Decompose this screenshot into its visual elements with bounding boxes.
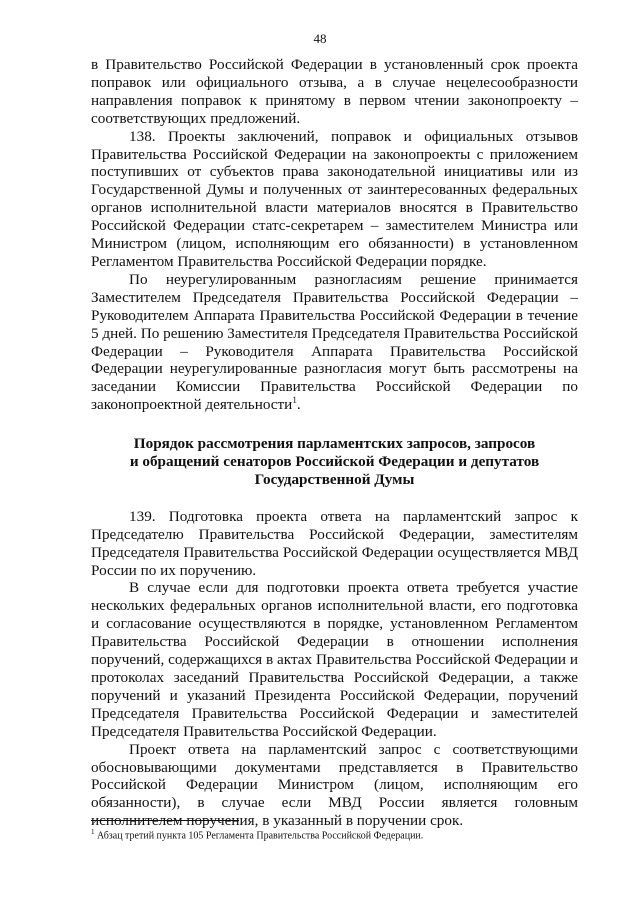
paragraph-draft-response: Проект ответа на парламентский запрос с соответствующими обосновывающими документами представляется в Правительство Российской Федерации Министром (лицом, исполняющим его обязанности), в случае если МВД России является головным исполнителем поручения, в указанный в поручении срок. [91, 740, 578, 830]
paragraph-disagreements: По неурегулированным разногласиям решение принимается Заместителем Председателя Правительства Российской Федерации – Руководителем Аппарата Правительства Российской Федерации в течение 5 дней. По решению Заместителя Председателя Правительства Российской Федерации – Руководителя Аппарата Правительства Российской Федерации неурегулированные разногласия могут быть рассмотрены на заседании Комиссии Правительства Российской Федерации по законопроектной деятельности$^1$. [91, 270, 578, 414]
paragraph-disagreements-text: По неурегулированным разногласиям решение принимается Заместителем Председателя Правительства Российской Федерации – Руководителем Аппарата Правительства Российской Федерации в течение 5 дней. По решению Заместителя Председателя Правительства Российской Федерации – Руководителя Аппарата Правительства Российской Федерации неурегулированные разногласия могут быть рассмотрены на заседании Комиссии Правительства Российской Федерации по законопроектной деятельности [91, 270, 578, 414]
footnote-text: Абзац третий пункта 105 Регламента Правительства Российской Федерации. [97, 830, 424, 842]
footnote-reference: 1 [292, 395, 297, 406]
paragraph-multiple-agencies: В случае если для подготовки проекта ответа требуется участие нескольких федеральных органов исполнительной власти, его подготовка и согласование осуществляются в порядке, установленном Регламентом Правительства Российской Федерации в отношении исполнения поручений, содержащихся в актах Правительства Российской Федерации и протоколах заседаний Правительства Российской Федерации, а также поручений и указаний Президента Российской Федерации, поручений Председателя Правительства Российской Федерации и заместителей Председателя Правительства Российской Федерации. [91, 579, 578, 740]
paragraph-continuation: в Правительство Российской Федерации в установленный срок проекта поправок или официального отзыва, а в случае нецелесообразности направления поправок к принятому в первом чтении законопроекту – соответствующих предложений. [91, 56, 578, 127]
page-number: 48 [313, 31, 327, 46]
section-heading-line-1: Порядок рассмотрения парламентских запросов, запросов [133, 435, 536, 453]
document-body [91, 56, 578, 830]
footnote-separator [91, 820, 239, 821]
footnote-marker: 1 [91, 828, 95, 836]
section-heading [91, 435, 578, 489]
footnote [91, 826, 578, 842]
paragraph-138: 138. Проекты заключений, поправок и официальных отзывов Правительства Российской Федерации на законопроекты с приложением поступивших от субъектов права законодательной инициативы или из Государственной Думы и полученных от заинтересованных федеральных органов исполнительной власти материалов вносятся в Правительство Российской Федерации статс-секретарем – заместителем Министра или Министром (лицом, исполняющим его обязанности) в установленном Регламентом Правительства Российской Федерации порядке. [91, 127, 578, 270]
section-heading-line-3: Государственной Думы [254, 470, 415, 488]
paragraph-139: 139. Подготовка проекта ответа на парламентский запрос к Председателю Правительства Российской Федерации, заместителям Председателя Правительства Российской Федерации осуществляется МВД России по их поручению. [91, 507, 578, 579]
section-heading-line-2: и обращений сенаторов Российской Федерации и депутатов [129, 453, 540, 471]
